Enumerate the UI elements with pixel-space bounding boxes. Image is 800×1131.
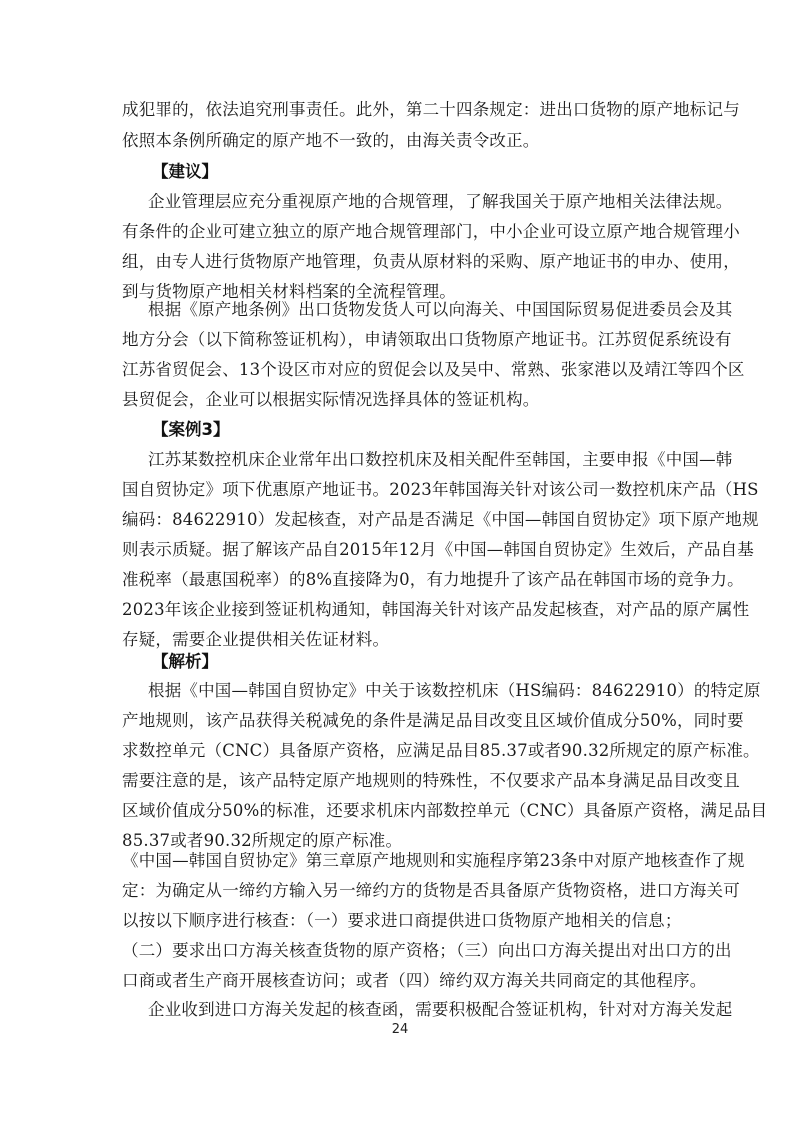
body-line: 根据《中国—韩国自贸协定》中关于该数控机床（HS编码：84622910）的特定原 (148, 681, 761, 700)
body-line: 成犯罪的，依法追究刑事责任。此外，第二十四条规定：进出口货物的原产地标记与 (122, 100, 740, 119)
body-line: 以按以下顺序进行核查：（一）要求进口商提供进口货物原产地相关的信息； (122, 911, 682, 930)
body-line: （二）要求出口方海关核查货物的原产资格；（三）向出口方海关提出对出口方的出 (122, 941, 732, 960)
body-line: 需要注意的是，该产品特定原产地规则的特殊性，不仅要求产品本身满足品目改变且 (122, 771, 740, 790)
body-line: 根据《原产地条例》出口货物发货人可以向海关、中国国际贸易促进委员会及其 (148, 300, 733, 319)
body-line: 准税率（最惠国税率）的8%直接降为0，有力地提升了该产品在韩国市场的竞争力。 (122, 570, 744, 589)
body-line: 地方分会（以下简称签证机构），申请领取出口货物原产地证书。江苏贸促系统设有 (122, 330, 732, 349)
body-line: 求数控单元（CNC）具备原产资格，应满足品目85.37或者90.32所规定的原产标准。 (122, 741, 760, 760)
body-line: 县贸促会，企业可以根据实际情况选择具体的签证机构。 (122, 390, 540, 409)
body-line: 企业管理层应充分重视原产地的合规管理，了解我国关于原产地相关法律法规。 (148, 192, 733, 211)
body-line: 到与货物原产地相关材料档案的全流程管理。 (122, 282, 456, 301)
body-line: 《中国—韩国自贸协定》第三章原产地规则和实施程序第23条中对原产地核查作了规 (122, 851, 745, 870)
body-line: 85.37或者90.32所规定的原产标准。 (122, 831, 403, 850)
body-line: 编码：84622910）发起核查，对产品是否满足《中国—韩国自贸协定》项下原产地规 (122, 510, 759, 529)
body-line: 定：为确定从一缔约方输入另一缔约方的货物是否具备原产货物资格，进口方海关可 (122, 881, 740, 900)
body-line: 存疑，需要企业提供相关佐证材料。 (122, 630, 390, 649)
section-heading-jiexi: 【解析】 (152, 652, 218, 671)
body-line: 则表示质疑。据了解该产品自2015年12月《中国—韩国自贸协定》生效后，产品自基 (122, 540, 754, 559)
body-line: 口商或者生产商开展核查访问；或者（四）缔约双方海关共同商定的其他程序。 (122, 971, 707, 990)
page-number: 24 (391, 1022, 409, 1037)
body-line: 企业收到进口方海关发起的核查函，需要积极配合签证机构，针对对方海关发起 (148, 1000, 733, 1019)
body-line: 组，由专人进行货物原产地管理，负责从原材料的采购、原产地证书的申办、使用， (122, 252, 740, 271)
body-line: 江苏省贸促会、13个设区市对应的贸促会以及吴中、常熟、张家港以及靖江等四个区 (122, 360, 745, 379)
body-line: 依照本条例所确定的原产地不一致的，由海关责令改正。 (122, 131, 540, 150)
body-line: 国自贸协定》项下优惠原产地证书。2023年韩国海关针对该公司一数控机床产品（HS (122, 480, 759, 499)
body-line: 2023年该企业接到签证机构通知，韩国海关针对该产品发起核查，对产品的原产属性 (122, 600, 750, 619)
section-heading-jianyi: 【建议】 (152, 162, 218, 181)
body-line: 产地规则，该产品获得关税减免的条件是满足品目改变且区域价值成分50%，同时要 (122, 711, 744, 730)
body-line: 有条件的企业可建立独立的原产地合规管理部门，中小企业可设立原产地合规管理小 (122, 222, 740, 241)
body-line: 江苏某数控机床企业常年出口数控机床及相关配件至韩国，主要申报《中国—韩 (148, 450, 733, 469)
section-heading-case3: 【案例3】 (152, 420, 230, 439)
body-line: 区域价值成分50%的标准，还要求机床内部数控单元（CNC）具备原产资格，满足品目 (122, 801, 768, 820)
